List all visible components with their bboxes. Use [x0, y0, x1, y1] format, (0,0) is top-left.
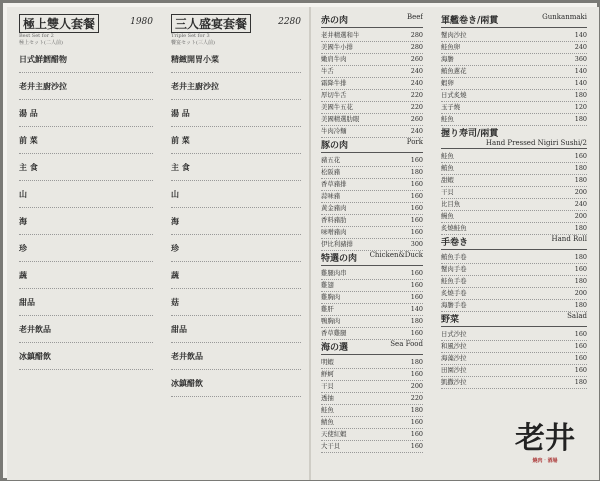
menu-item-row: [441, 353, 587, 365]
menu-item-name: 鮪魚蔥花: [441, 67, 467, 75]
menu-item-price: 240: [574, 43, 587, 51]
menu-item-name: 黃金豬肉: [321, 204, 347, 212]
menu-item-name: 日式沙拉: [441, 330, 467, 338]
menu-item-name: 牛舌: [321, 67, 334, 75]
menu-item-row: [441, 300, 587, 312]
menu-item-name: 蟹肉沙拉: [441, 31, 467, 39]
section-title: 握り寿司/兩貫: [441, 129, 499, 139]
sushi-column: [433, 7, 595, 480]
menu-item-price: 180: [574, 115, 587, 123]
menu-item-price: 180: [410, 168, 423, 176]
menu-item-row: [321, 191, 423, 203]
menu-item-row: [321, 215, 423, 227]
menu-item-name: 蒜味豬: [321, 192, 341, 200]
course-name: 老井主廚沙拉: [171, 81, 219, 91]
menu-item-name: 日式炙燒: [441, 91, 467, 99]
meat-column: [313, 7, 431, 480]
menu-item-price: 220: [410, 394, 423, 402]
menu-fold: [309, 7, 311, 480]
menu-item-row: [441, 54, 587, 66]
course-item: [19, 262, 153, 289]
menu-item-price: 160: [410, 269, 423, 277]
temaki-section: [441, 235, 587, 312]
menu-item-name: 凱撒沙拉: [441, 378, 467, 386]
set3-price: 2280: [278, 17, 301, 27]
menu-item-row: [321, 268, 423, 280]
menu-item-price: 120: [574, 103, 587, 111]
menu-item-row: [321, 42, 423, 54]
menu-item-row: [321, 155, 423, 167]
menu-item-row: [441, 78, 587, 90]
menu-item-name: 味噌豬肉: [321, 228, 347, 236]
menu-item-name: 雞翅: [321, 281, 334, 289]
course-name: 精緻開胃小菜: [171, 54, 219, 64]
course-item: [171, 343, 301, 370]
menu-item-row: [441, 42, 587, 54]
course-item: [19, 289, 153, 316]
menu-item-row: [321, 369, 423, 381]
course-item: [171, 370, 301, 397]
menu-item-row: [441, 102, 587, 114]
menu-item-name: 海膽: [441, 55, 454, 63]
menu-item-price: 260: [410, 115, 423, 123]
menu-item-price: 180: [574, 224, 587, 232]
menu-item-price: 160: [574, 354, 587, 362]
menu-item-row: [441, 163, 587, 175]
menu-item-price: 160: [574, 366, 587, 374]
section-header: [441, 13, 587, 28]
menu-item-price: 160: [410, 442, 423, 450]
set3-subtitle: Triple Set for 3: [171, 33, 210, 39]
menu-item-row: [441, 90, 587, 102]
menu-item-row: [441, 288, 587, 300]
menu-item-price: 160: [410, 329, 423, 337]
course-name: 前 菜: [171, 135, 190, 145]
menu-item-price: 180: [574, 301, 587, 309]
course-item: [19, 343, 153, 370]
menu-item-price: 260: [410, 55, 423, 63]
menu-item-price: 220: [410, 103, 423, 111]
menu-item-row: [321, 239, 423, 251]
menu-item-name: 鮭魚: [441, 115, 454, 123]
section-english: Chicken&Duck: [369, 251, 423, 259]
menu-item-name: 厚切牛舌: [321, 91, 347, 99]
menu-item-price: 160: [410, 293, 423, 301]
section-title: 軍艦卷き/兩貫: [441, 16, 499, 26]
course-name: 山: [171, 189, 179, 199]
menu-item-price: 140: [574, 31, 587, 39]
menu-item-name: 松阪豬: [321, 168, 341, 176]
course-item: [171, 100, 301, 127]
course-item: [19, 154, 153, 181]
course-name: 甜品: [19, 297, 35, 307]
menu-item-row: [321, 102, 423, 114]
course-name: 老井主廚沙拉: [19, 81, 67, 91]
menu-item-price: 240: [410, 67, 423, 75]
menu-item-price: 180: [410, 358, 423, 366]
section-english: Gunkanmaki: [542, 13, 587, 21]
menu-item-price: 180: [410, 406, 423, 414]
menu-item-name: 鮭魚卵: [441, 43, 461, 51]
menu-item-price: 160: [410, 156, 423, 164]
section-english: Sea Food: [390, 340, 423, 348]
menu-item-price: 160: [574, 265, 587, 273]
menu-item-name: 鮭魚手卷: [441, 277, 467, 285]
menu-item-name: 蟹肉手卷: [441, 265, 467, 273]
menu-item-price: 240: [410, 127, 423, 135]
menu-item-price: 160: [410, 370, 423, 378]
section-header: [321, 138, 423, 153]
section-title: 手卷き: [441, 238, 469, 248]
menu-item-name: 干貝: [441, 188, 454, 196]
menu-item-row: [321, 66, 423, 78]
menu-item-name: 炙燒鮭魚: [441, 224, 467, 232]
section-header: [441, 235, 587, 250]
course-name: 主 食: [19, 162, 38, 172]
course-item: [19, 181, 153, 208]
logo-subtext: 燒肉‧酒場: [532, 458, 558, 464]
set3-course-list: [171, 46, 301, 397]
set2-subtitle-jp: 極上セット(二人前): [19, 40, 63, 46]
course-item: [19, 46, 153, 73]
section-english: Pork: [406, 138, 423, 146]
seafood-section: [321, 340, 423, 453]
course-name: 珍: [19, 243, 27, 253]
menu-item-row: [321, 417, 423, 429]
course-item: [171, 46, 301, 73]
menu-item-name: 香草豬排: [321, 180, 347, 188]
menu-item-name: 牛肉冷麵: [321, 127, 347, 135]
section-title: 豚の肉: [321, 141, 349, 151]
course-name: 主 食: [171, 162, 190, 172]
course-item: [19, 127, 153, 154]
menu-item-row: [321, 393, 423, 405]
section-english: Beef: [406, 13, 423, 21]
menu-item-row: [441, 341, 587, 353]
menu-item-price: 160: [410, 430, 423, 438]
menu-item-row: [441, 329, 587, 341]
menu-item-name: 和風沙拉: [441, 342, 467, 350]
menu-item-price: 160: [574, 152, 587, 160]
restaurant-logo: [515, 413, 575, 464]
menu-item-name: 干貝: [321, 382, 334, 390]
course-name: 山: [19, 189, 27, 199]
menu-item-price: 160: [574, 330, 587, 338]
menu-item-price: 160: [410, 281, 423, 289]
menu-item-row: [441, 365, 587, 377]
menu-item-price: 160: [410, 418, 423, 426]
set2-subtitle: Best Set for 2: [19, 33, 54, 39]
section-title: 野菜: [441, 315, 460, 325]
gunkan-section: [441, 13, 587, 126]
menu-item-row: [321, 167, 423, 179]
menu-item-price: 160: [410, 228, 423, 236]
menu-item-name: 香草雞腿: [321, 329, 347, 337]
course-name: 前 菜: [19, 135, 38, 145]
menu-item-price: 180: [574, 378, 587, 386]
menu-item-price: 160: [574, 342, 587, 350]
section-header: [321, 340, 423, 355]
menu-item-name: 嫩肩牛肉: [321, 55, 347, 63]
menu-item-price: 180: [574, 164, 587, 172]
course-item: [19, 316, 153, 343]
course-item: [19, 235, 153, 262]
menu-item-name: 鰻魚: [441, 212, 454, 220]
pork-section: [321, 138, 423, 251]
menu-item-row: [321, 30, 423, 42]
menu-item-name: 鴨胸肉: [321, 317, 341, 325]
course-name: 甜品: [171, 324, 187, 334]
menu-item-price: 200: [410, 382, 423, 390]
menu-item-row: [441, 187, 587, 199]
menu-item-price: 220: [410, 91, 423, 99]
menu-item-price: 140: [574, 67, 587, 75]
section-header: [321, 251, 423, 266]
course-item: [171, 154, 301, 181]
menu-item-row: [321, 429, 423, 441]
menu-item-price: 180: [574, 176, 587, 184]
menu-item-name: 豬五花: [321, 156, 341, 164]
course-name: 湯 品: [19, 108, 38, 118]
menu-item-row: [441, 252, 587, 264]
menu-item-price: 300: [410, 240, 423, 248]
menu-item-row: [321, 280, 423, 292]
course-item: [171, 289, 301, 316]
course-name: 日式鮮鱈醋物: [19, 54, 67, 64]
nigiri-section: [441, 126, 587, 235]
menu-item-name: 美國牛五花: [321, 103, 353, 111]
menu-item-row: [321, 203, 423, 215]
course-item: [171, 316, 301, 343]
menu-item-row: [321, 227, 423, 239]
menu-item-price: 280: [410, 43, 423, 51]
menu-item-price: 240: [410, 79, 423, 87]
menu-item-name: 炙燒手卷: [441, 289, 467, 297]
menu-item-price: 160: [410, 204, 423, 212]
menu-item-row: [441, 211, 587, 223]
course-name: 冰鎮醋飲: [19, 351, 51, 361]
course-name: 珍: [171, 243, 179, 253]
section-english: Salad: [567, 312, 587, 320]
menu-item-row: [321, 114, 423, 126]
menu-sheet: [7, 7, 599, 480]
menu-item-name: 海藻沙拉: [441, 354, 467, 362]
menu-item-name: 鮪魚手卷: [441, 253, 467, 261]
menu-item-price: 160: [410, 216, 423, 224]
section-english: Hand Pressed Nigiri Sushi/2: [485, 139, 587, 147]
menu-item-name: 美國精選肋眼: [321, 115, 360, 123]
course-item: [171, 235, 301, 262]
menu-item-row: [321, 179, 423, 191]
menu-item-price: 200: [574, 188, 587, 196]
menu-item-price: 200: [574, 212, 587, 220]
menu-item-price: 180: [574, 91, 587, 99]
menu-item-row: [321, 357, 423, 369]
chicken-section: [321, 251, 423, 340]
course-item: [171, 262, 301, 289]
menu-item-row: [321, 405, 423, 417]
menu-item-row: [321, 304, 423, 316]
set-for-3-column: [163, 7, 309, 480]
menu-item-row: [441, 377, 587, 389]
menu-item-price: 360: [574, 55, 587, 63]
menu-item-row: [441, 151, 587, 163]
course-name: 海: [171, 216, 179, 226]
course-name: 海: [19, 216, 27, 226]
set2-price: 1980: [130, 17, 153, 27]
menu-item-price: 180: [574, 277, 587, 285]
menu-item-price: 140: [574, 79, 587, 87]
set-for-2-column: [11, 7, 161, 480]
menu-item-name: 甜蝦: [441, 176, 454, 184]
menu-item-name: 蝦卵: [441, 79, 454, 87]
menu-item-price: 180: [410, 317, 423, 325]
course-item: [171, 181, 301, 208]
menu-item-name: 雞腿肉串: [321, 269, 347, 277]
menu-item-name: 雞胸肉: [321, 293, 341, 301]
menu-item-row: [441, 66, 587, 78]
menu-item-name: 明蝦: [321, 358, 334, 366]
logo-text: 老井: [515, 421, 575, 456]
menu-item-row: [321, 381, 423, 393]
course-item: [19, 208, 153, 235]
menu-item-price: 280: [410, 31, 423, 39]
course-item: [19, 73, 153, 100]
menu-item-price: 160: [410, 180, 423, 188]
section-title: 海の選: [321, 343, 349, 353]
section-header: [441, 312, 587, 327]
menu-item-row: [321, 54, 423, 66]
menu-item-name: 鮮蚵: [321, 370, 334, 378]
menu-item-row: [441, 199, 587, 211]
course-name: 湯 品: [171, 108, 190, 118]
menu-item-row: [321, 328, 423, 340]
menu-item-row: [441, 30, 587, 42]
menu-item-row: [441, 175, 587, 187]
course-item: [171, 208, 301, 235]
menu-item-name: 霜降牛排: [321, 79, 347, 87]
section-title: 赤の肉: [321, 16, 349, 26]
menu-item-price: 140: [410, 305, 423, 313]
menu-item-price: 240: [574, 200, 587, 208]
menu-item-row: [441, 114, 587, 126]
menu-item-name: 田園沙拉: [441, 366, 467, 374]
course-name: 蔬: [19, 270, 27, 280]
menu-item-name: 海膽手卷: [441, 301, 467, 309]
course-name: 冰鎮醋飲: [171, 378, 203, 388]
menu-item-name: 玉子燒: [441, 103, 461, 111]
course-name: 蔬: [171, 270, 179, 280]
menu-item-price: 200: [574, 289, 587, 297]
menu-item-row: [441, 276, 587, 288]
section-title: 特選の肉: [321, 254, 358, 264]
menu-item-name: 透抽: [321, 394, 334, 402]
menu-item-name: 鮭魚: [441, 152, 454, 160]
course-name: 老井飲品: [19, 324, 51, 334]
menu-item-name: 老井精選和牛: [321, 31, 360, 39]
set2-title: 極上雙人套餐: [19, 14, 99, 33]
section-english: Hand Roll: [551, 235, 587, 243]
menu-item-row: [441, 264, 587, 276]
set3-subtitle-jp: 饗宴セット(三人前): [171, 40, 215, 46]
menu-item-row: [321, 292, 423, 304]
menu-item-name: 鮪魚: [441, 164, 454, 172]
menu-item-row: [321, 316, 423, 328]
course-name: 菇: [171, 297, 179, 307]
menu-item-name: 雞肝: [321, 305, 334, 313]
menu-item-row: [321, 126, 423, 138]
menu-item-price: 180: [574, 253, 587, 261]
menu-item-row: [321, 78, 423, 90]
menu-item-name: 鯖魚: [321, 418, 334, 426]
menu-item-name: 伊比利豬排: [321, 240, 353, 248]
menu-item-name: 鮭魚: [321, 406, 334, 414]
menu-item-name: 美國牛小排: [321, 43, 353, 51]
menu-item-name: 比目魚: [441, 200, 461, 208]
section-header: [321, 13, 423, 28]
salad-section: [441, 312, 587, 389]
course-name: 老井飲品: [171, 351, 203, 361]
menu-item-name: 香料豬肋: [321, 216, 347, 224]
menu-item-price: 160: [410, 192, 423, 200]
beef-section: [321, 13, 423, 138]
menu-item-row: [321, 90, 423, 102]
course-item: [171, 73, 301, 100]
course-item: [171, 127, 301, 154]
menu-item-row: [441, 223, 587, 235]
set2-course-list: [19, 46, 153, 370]
menu-item-name: 天使紅蝦: [321, 430, 347, 438]
menu-item-row: [321, 441, 423, 453]
course-item: [19, 100, 153, 127]
set3-title: 三人盛宴套餐: [171, 14, 251, 33]
menu-item-name: 大干貝: [321, 442, 341, 450]
section-header: [441, 126, 587, 149]
